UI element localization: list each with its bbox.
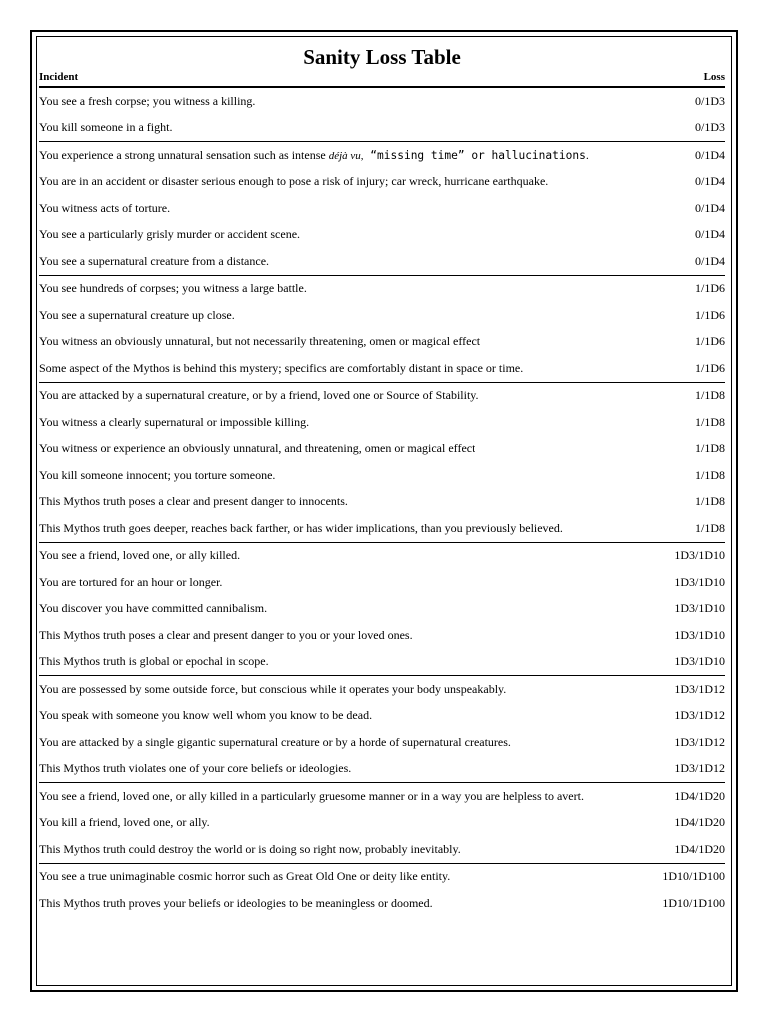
table-group bbox=[39, 276, 725, 383]
loss-value: 1/1D6 bbox=[695, 281, 725, 296]
table-row bbox=[39, 302, 725, 329]
table-group bbox=[39, 864, 725, 917]
loss-value: 0/1D3 bbox=[695, 120, 725, 135]
incident-text: You kill someone innocent; you torture someone. bbox=[39, 467, 276, 482]
loss-value: 1D3/1D10 bbox=[674, 627, 725, 642]
loss-value: 1D3/1D12 bbox=[674, 761, 725, 776]
loss-value: 1D10/1D100 bbox=[662, 869, 725, 884]
loss-value: 1/1D6 bbox=[695, 334, 725, 349]
table-row bbox=[39, 836, 725, 863]
table-row bbox=[39, 676, 725, 703]
loss-value: 1D3/1D12 bbox=[674, 734, 725, 749]
table-group bbox=[39, 783, 725, 864]
incident-text: This Mythos truth proves your beliefs or ideologies to be meaningless or doomed. bbox=[39, 895, 433, 910]
table-row bbox=[39, 543, 725, 570]
incident-text: This Mythos truth poses a clear and present danger to innocents. bbox=[39, 494, 348, 509]
page-title: Sanity Loss Table bbox=[303, 45, 461, 69]
incident-text: This Mythos truth poses a clear and present danger to you or your loved ones. bbox=[39, 627, 413, 642]
incident-text: You witness a clearly supernatural or impossible killing. bbox=[39, 414, 310, 429]
table-group bbox=[39, 543, 725, 677]
table-row bbox=[39, 489, 725, 516]
incident-text: You see a true unimaginable cosmic horror such as Great Old One or deity like entity. bbox=[39, 869, 451, 884]
incident-text: You see a friend, loved one, or ally killed. bbox=[39, 548, 241, 563]
loss-value: 1D3/1D10 bbox=[674, 574, 725, 589]
incident-text: You kill someone in a fight. bbox=[39, 120, 173, 135]
incident-text: This Mythos truth goes deeper, reaches back farther, or has wider implications, than you previously believed. bbox=[39, 520, 563, 535]
table-group bbox=[39, 676, 725, 783]
loss-value: 1/1D8 bbox=[695, 441, 725, 456]
table-row bbox=[39, 756, 725, 783]
table-row bbox=[39, 569, 725, 596]
table-row bbox=[39, 142, 725, 169]
loss-value: 0/1D4 bbox=[695, 227, 725, 242]
table-row bbox=[39, 436, 725, 463]
incident-text: You see a supernatural creature up close. bbox=[39, 307, 235, 322]
incident-text: You see a supernatural creature from a distance. bbox=[39, 253, 270, 268]
incident-mono: “missing time” or hallucinations bbox=[363, 148, 586, 162]
incident-text: You witness an obviously unnatural, but not necessarily threatening, omen or magical effect bbox=[39, 334, 481, 349]
table-row bbox=[39, 462, 725, 489]
incident-text: You witness acts of torture. bbox=[39, 200, 171, 215]
incident-text: This Mythos truth violates one of your core beliefs or ideologies. bbox=[39, 761, 352, 776]
incident-text: You see a particularly grisly murder or accident scene. bbox=[39, 227, 301, 242]
table-header bbox=[39, 70, 725, 88]
loss-value: 0/1D3 bbox=[695, 93, 725, 108]
loss-value: 1D3/1D10 bbox=[674, 601, 725, 616]
loss-value: 1D4/1D20 bbox=[674, 841, 725, 856]
loss-value: 1/1D8 bbox=[695, 388, 725, 403]
loss-value: 1D3/1D10 bbox=[674, 548, 725, 563]
incident-text: You see a fresh corpse; you witness a killing. bbox=[39, 93, 256, 108]
loss-value: 0/1D4 bbox=[695, 174, 725, 189]
table-row bbox=[39, 515, 725, 542]
loss-value: 1/1D8 bbox=[695, 414, 725, 429]
table-row bbox=[39, 383, 725, 410]
incident-text: You are attacked by a single gigantic supernatural creature or by a horde of supernatural creatures. bbox=[39, 734, 511, 749]
table-row bbox=[39, 649, 725, 676]
loss-value: 1/1D8 bbox=[695, 494, 725, 509]
table-row bbox=[39, 329, 725, 356]
table-body bbox=[39, 88, 725, 917]
header-loss: Loss bbox=[703, 71, 725, 83]
loss-value: 1/1D6 bbox=[695, 360, 725, 375]
sanity-table bbox=[39, 44, 725, 917]
incident-text: This Mythos truth could destroy the world or is doing so right now, probably inevitably. bbox=[39, 841, 461, 856]
table-row bbox=[39, 409, 725, 436]
table-row bbox=[39, 810, 725, 837]
incident-text: You are tortured for an hour or longer. bbox=[39, 574, 223, 589]
incident-text: You are in an accident or disaster serious enough to pose a risk of injury; car wreck, hurricane earthquake. bbox=[39, 174, 549, 189]
table-group bbox=[39, 88, 725, 142]
table-row bbox=[39, 890, 725, 917]
table-row bbox=[39, 596, 725, 623]
table-row bbox=[39, 276, 725, 303]
loss-value: 0/1D4 bbox=[695, 147, 725, 162]
table-row bbox=[39, 355, 725, 382]
table-row bbox=[39, 864, 725, 891]
page-border-outer bbox=[30, 30, 738, 992]
incident-text: You discover you have committed cannibalism. bbox=[39, 601, 268, 616]
table-row bbox=[39, 248, 725, 275]
loss-value: 1D3/1D12 bbox=[674, 681, 725, 696]
table-row bbox=[39, 169, 725, 196]
table-row bbox=[39, 115, 725, 142]
table-group bbox=[39, 142, 725, 276]
incident-text: You speak with someone you know well whom you know to be dead. bbox=[39, 708, 373, 723]
incident-text: You witness or experience an obviously unnatural, and threatening, omen or magical effect bbox=[39, 441, 476, 456]
table-row bbox=[39, 88, 725, 115]
table-row bbox=[39, 622, 725, 649]
incident-text: You are possessed by some outside force, but conscious while it operates your body unspeakably. bbox=[39, 681, 507, 696]
table-row bbox=[39, 195, 725, 222]
table-row bbox=[39, 729, 725, 756]
incident-text bbox=[39, 148, 589, 163]
loss-value: 1/1D6 bbox=[695, 307, 725, 322]
incident-text: You see hundreds of corpses; you witness a large battle. bbox=[39, 281, 307, 296]
table-row bbox=[39, 783, 725, 810]
table-group bbox=[39, 383, 725, 543]
incident-suffix: . bbox=[585, 147, 589, 162]
table-row bbox=[39, 703, 725, 730]
header-incident: Incident bbox=[39, 71, 79, 83]
incident-italic: déjà vu, bbox=[328, 149, 364, 162]
loss-value: 0/1D4 bbox=[695, 200, 725, 215]
incident-text: You are attacked by a supernatural creature, or by a friend, loved one or Source of Stability. bbox=[39, 388, 479, 403]
loss-value: 1D4/1D20 bbox=[674, 788, 725, 803]
loss-value: 1D4/1D20 bbox=[674, 815, 725, 830]
incident-text: Some aspect of the Mythos is behind this mystery; specifics are comfortably distant in space or time. bbox=[39, 360, 524, 375]
loss-value: 1D10/1D100 bbox=[662, 895, 725, 910]
incident-text: You see a friend, loved one, or ally killed in a particularly gruesome manner or in a way you are helpless to avert. bbox=[39, 788, 584, 803]
table-row bbox=[39, 222, 725, 249]
incident-prefix: You experience a strong unnatural sensation such as intense bbox=[39, 147, 329, 162]
loss-value: 1/1D8 bbox=[695, 520, 725, 535]
loss-value: 0/1D4 bbox=[695, 253, 725, 268]
incident-text: You kill a friend, loved one, or ally. bbox=[39, 815, 210, 830]
loss-value: 1D3/1D10 bbox=[674, 654, 725, 669]
loss-value: 1D3/1D12 bbox=[674, 708, 725, 723]
loss-value: 1/1D8 bbox=[695, 467, 725, 482]
incident-text: This Mythos truth is global or epochal in scope. bbox=[39, 654, 269, 669]
